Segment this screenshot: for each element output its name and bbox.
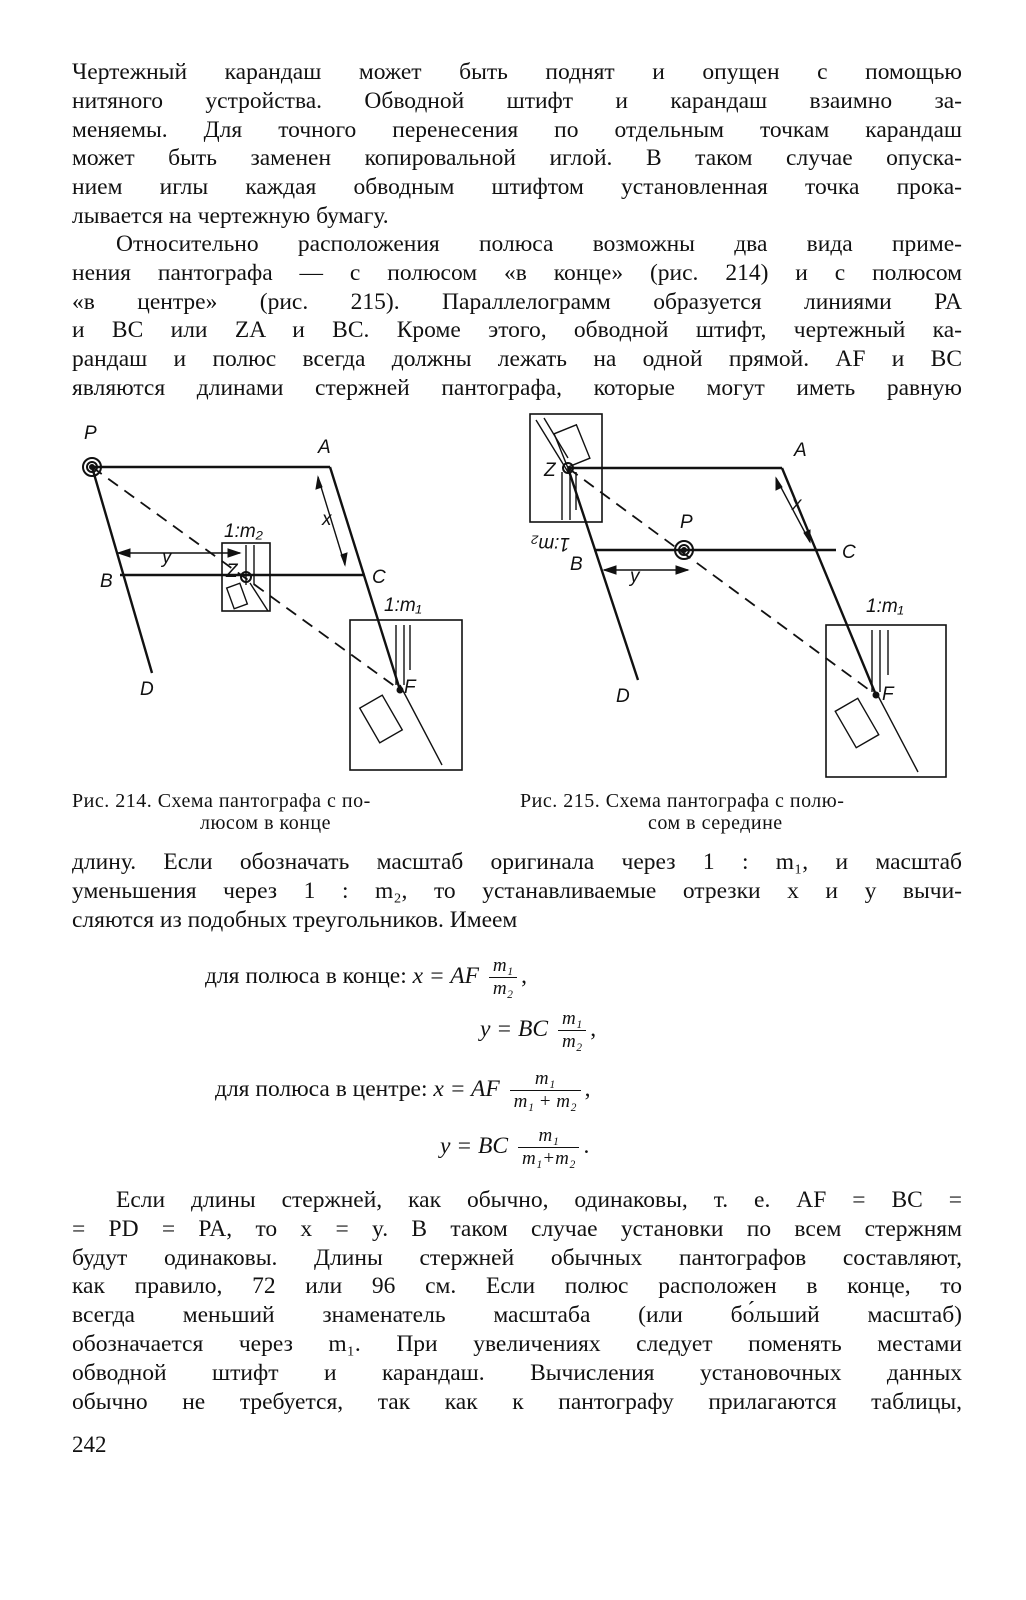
formula-suffix: , bbox=[590, 1015, 597, 1042]
caption-line: люсом в конце bbox=[200, 812, 332, 834]
formula-y-pole-center bbox=[440, 1125, 589, 1170]
label-P: P bbox=[84, 423, 97, 444]
label-y: y bbox=[630, 566, 640, 587]
fraction-numerator: m₁ bbox=[518, 1125, 579, 1148]
caption-line: сом в середине bbox=[648, 812, 783, 834]
caption-fig-214 bbox=[72, 790, 492, 834]
text-line: обозначается через m₁. При увеличениях следует поменять местами bbox=[72, 1330, 962, 1357]
paragraph-2 bbox=[72, 230, 962, 403]
fraction-denominator: m₁ + m₂ bbox=[513, 1091, 577, 1112]
formula-lhs: x = AF bbox=[412, 962, 479, 989]
formula-lhs: x = AF bbox=[433, 1075, 500, 1102]
fraction-denominator: m₁+m₂ bbox=[521, 1148, 576, 1169]
paragraph-3 bbox=[72, 848, 962, 934]
formula-lhs: y = BC bbox=[480, 1015, 549, 1042]
text-line: нения пантографа — с полюсом «в конце» (рис. 214) и с полюсом bbox=[72, 259, 962, 286]
text-line: обводной штифт и карандаш. Вычисления установочных данных bbox=[72, 1359, 962, 1386]
formula-suffix: . bbox=[583, 1132, 590, 1159]
text-line: и BC или ZA и BC. Кроме этого, обводной штифт, чертежный ка- bbox=[72, 317, 962, 344]
formula-prefix: для полюса в конце: bbox=[205, 962, 407, 989]
label-A: A bbox=[318, 437, 331, 458]
fraction-numerator: m₁ bbox=[489, 955, 517, 978]
text-line: Если длины стержней, как обычно, одинаковы, т. е. AF = BC = bbox=[116, 1187, 962, 1213]
text-line: уменьшения через 1 : m₂, то устанавливаемые отрезки x и y вычи- bbox=[72, 877, 962, 904]
paragraph-1 bbox=[72, 58, 962, 231]
formula-suffix: , bbox=[521, 962, 528, 989]
label-C: C bbox=[372, 567, 386, 588]
text-line: меняемы. Для точного перенесения по отдельным точкам карандаш bbox=[72, 116, 962, 143]
formula-x-pole-center bbox=[215, 1068, 590, 1113]
formula-y-pole-end bbox=[480, 1008, 596, 1053]
text-line: Относительно расположения полюса возможны два вида приме- bbox=[116, 231, 962, 257]
label-scale-m2: 1:m₂ bbox=[224, 521, 263, 542]
label-Z: Z bbox=[544, 460, 556, 481]
fraction-denominator: m₂ bbox=[492, 978, 514, 999]
text-line: всегда меньший знаменатель масштаба (или бо́льший масштаб) bbox=[72, 1302, 962, 1329]
text-line: обычно не требуется, так как к пантографу прилагаются таблицы, bbox=[72, 1388, 962, 1415]
text-line: = PD = PA, то x = y. В таком случае установки по всем стержням bbox=[72, 1215, 962, 1242]
caption-line: Рис. 215. Схема пантографа с полю- bbox=[520, 790, 845, 812]
figure-215-diagram bbox=[520, 410, 960, 785]
formula-fraction bbox=[518, 1125, 579, 1170]
text-line: может быть заменен копировальной иглой. В таком случае опуска- bbox=[72, 145, 962, 172]
formula-fraction bbox=[558, 1008, 586, 1053]
label-B: B bbox=[100, 571, 113, 592]
label-C: C bbox=[842, 542, 856, 563]
paragraph-4 bbox=[72, 1186, 962, 1416]
formula-fraction bbox=[489, 955, 517, 1000]
text-line: нитяного устройства. Обводной штифт и карандаш взаимно за- bbox=[72, 87, 962, 114]
label-D: D bbox=[616, 686, 630, 707]
text-line: лывается на чертежную бумагу. bbox=[72, 202, 389, 229]
formula-x-pole-end bbox=[205, 955, 527, 1000]
text-line: сляются из подобных треугольников. Имеем bbox=[72, 906, 518, 933]
label-A: A bbox=[794, 440, 807, 461]
label-scale-m1: 1:m₁ bbox=[384, 595, 422, 616]
fraction-numerator: m₁ bbox=[510, 1068, 581, 1091]
label-D: D bbox=[140, 679, 154, 700]
label-x: x bbox=[792, 494, 802, 515]
text-line: будут одинаковы. Длины стержней обычных пантографов составляют, bbox=[72, 1244, 962, 1271]
label-P: P bbox=[680, 512, 693, 533]
text-line: длину. Если обозначать масштаб оригинала через 1 : m₁, и масштаб bbox=[72, 849, 962, 875]
figure-214-diagram bbox=[70, 415, 490, 785]
text-line: нием иглы каждая обводным штифтом установленная точка прока- bbox=[72, 174, 962, 201]
page-number: 242 bbox=[72, 1432, 107, 1457]
label-y: y bbox=[162, 547, 172, 568]
text-line: рандаш и полюс всегда должны лежать на одной прямой. AF и BC bbox=[72, 346, 962, 373]
text-line: Чертежный карандаш может быть поднят и опущен с помощью bbox=[72, 59, 962, 85]
caption-line: Рис. 214. Схема пантографа с по- bbox=[72, 790, 371, 812]
label-scale-m1: 1:m₁ bbox=[866, 596, 904, 617]
fraction-denominator: m₂ bbox=[561, 1031, 583, 1052]
formula-lhs: y = BC bbox=[440, 1132, 509, 1159]
label-x: x bbox=[322, 509, 332, 530]
text-line: как правило, 72 или 96 см. Если полюс расположен в конце, то bbox=[72, 1273, 962, 1300]
formula-suffix: , bbox=[584, 1075, 591, 1102]
caption-fig-215 bbox=[520, 790, 965, 834]
fraction-numerator: m₁ bbox=[558, 1008, 586, 1031]
label-B: B bbox=[570, 554, 583, 575]
formula-prefix: для полюса в центре: bbox=[215, 1075, 428, 1102]
text-line: являются длинами стержней пантографа, которые могут иметь равную bbox=[72, 374, 962, 401]
label-Z: Z bbox=[226, 561, 238, 582]
label-scale-m2: 1:m₂ bbox=[531, 533, 570, 554]
formula-fraction bbox=[510, 1068, 581, 1113]
label-F: F bbox=[404, 677, 416, 698]
text-line: «в центре» (рис. 215). Параллелограмм образуется линиями PA bbox=[72, 288, 962, 315]
label-F: F bbox=[882, 684, 894, 705]
